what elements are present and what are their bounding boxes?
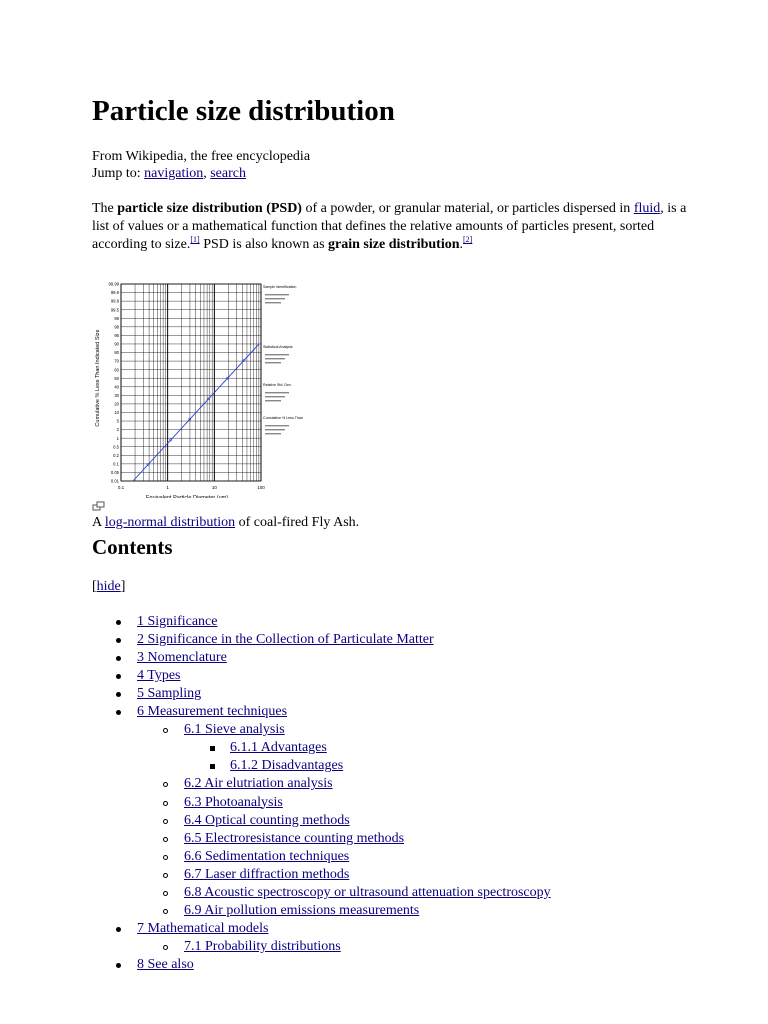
y-tick-label: 0.05 [110,470,119,476]
side-panel-text-line [265,433,281,434]
y-tick-label: 2 [116,427,119,433]
side-panel-text-line [265,294,289,295]
jump-comma: , [203,166,207,181]
toc-bullet [116,692,121,697]
toc-bullet [116,656,121,661]
intro-text: PSD is also known as [199,237,329,252]
toc-bullet [163,837,168,842]
toc-item-link[interactable]: 6.4 Optical counting methods [184,812,350,828]
y-tick-label: 90 [114,341,119,347]
page-title: Particle size distribution [92,95,395,127]
toc-bullet [163,945,168,950]
caption-text: A [92,515,105,530]
toc-item-link[interactable]: 6.8 Acoustic spectroscopy or ultrasound attenuation spectroscopy [184,884,551,900]
y-tick-label: 80 [114,350,119,356]
lognormal-figure[interactable] [92,278,312,498]
plot-frame [121,284,261,481]
y-tick-label: 99.8 [110,298,119,304]
toc-bullet [116,927,121,932]
side-panel-text-line [265,362,281,363]
toc-item-link[interactable]: 6.7 Laser diffraction methods [184,866,350,882]
y-tick-label: 99.9 [110,290,119,296]
reference-2-link[interactable]: [2] [463,235,473,244]
toc-hide-link[interactable]: hide [96,579,121,594]
y-axis-label: Cumulative % Less Than Indicated Size [95,329,101,427]
y-tick-label: 99 [114,315,119,321]
y-tick-label: 5 [116,418,119,424]
toc-bullet [163,819,168,824]
x-tick-label: 10 [211,485,217,490]
toc-item-link[interactable]: 2 Significance in the Collection of Particulate Matter [137,632,434,648]
x-axis-label: Equivalent Particle Diameter (um) [145,495,229,498]
toc-item-link[interactable]: 6.1.1 Advantages [230,740,327,756]
toc-toggle [92,578,125,596]
toggle-bracket: [ [92,579,97,594]
jump-navigation-link[interactable]: navigation [144,166,204,181]
y-tick-label: 60 [114,367,119,373]
toc-bullet [116,638,121,643]
toc-item-link[interactable]: 7.1 Probability distributions [184,938,341,954]
toc-bullet [116,620,121,625]
fluid-link[interactable]: fluid [633,201,661,216]
jump-to-label: Jump to: [92,166,141,181]
tagline: From Wikipedia, the free encyclopedia [92,149,311,164]
y-tick-label: 99.5 [110,307,119,313]
toc-item-link[interactable]: 6.1 Sieve analysis [184,722,285,738]
side-panel-label: Relative Std. Dev. [263,383,292,387]
toc-item-link[interactable]: 1 Significance [137,614,218,629]
side-panel-text-line [265,400,281,401]
y-tick-label: 20 [114,401,119,407]
x-tick-label: 100 [257,485,265,490]
toc-item-link[interactable]: 4 Types [137,668,181,684]
toc-bullet [163,782,168,787]
toc-bullet [163,873,168,878]
toc-bullet [116,710,121,715]
y-tick-label: 30 [114,392,119,398]
reference-1-link[interactable]: [1] [190,235,200,244]
toc-item-link[interactable]: 8 See also [137,956,194,972]
y-tick-label: 0.01 [110,478,119,484]
toc-item-link[interactable]: 6 Measurement techniques [137,704,288,720]
side-panel-label: Cumulative % Less Than [263,416,303,420]
y-tick-label: 98 [114,324,119,330]
toc-bullet [163,909,168,914]
toc-bullet [210,764,215,769]
toc-item-link[interactable]: 6.3 Photoanalysis [184,794,283,810]
toc-bullet [163,855,168,860]
intro-bold-psd: particle size distribution (PSD) [117,201,302,216]
lognormal-chart [92,278,312,498]
toc-item-link[interactable]: 6.6 Sedimentation techniques [184,848,350,864]
side-panel-text-line [265,429,285,430]
contents-heading: Contents [92,535,173,559]
toc-item-link[interactable]: 6.1.2 Disadvantages [230,758,344,774]
x-tick-label: 0.1 [117,485,125,490]
y-tick-label: 0.2 [113,452,119,458]
intro-text: of a powder, or granular material, or particles dispersed in [301,201,634,216]
toc-item-link[interactable]: 3 Nomenclature [137,650,227,666]
y-tick-label: 95 [114,332,119,338]
intro-text: The [92,201,118,216]
intro-bold-grain: grain size distribution [328,237,460,252]
figure-caption [92,514,359,532]
y-tick-label: 99.99 [108,281,119,287]
toggle-bracket: ] [120,579,126,594]
side-panel-text-line [265,354,289,355]
side-panel-text-line [265,302,281,303]
toc-bullet [116,674,121,679]
y-tick-label: 40 [114,384,119,390]
side-panel-text-line [265,392,289,393]
toc-item-link[interactable]: 6.5 Electroresistance counting methods [184,830,405,846]
toc-bullet [163,801,168,806]
toc-item-link[interactable]: 6.2 Air elutriation analysis [184,776,333,792]
toc-bullet [163,891,168,896]
toc-item-link[interactable]: 7 Mathematical models [137,920,269,936]
side-panel-text-line [265,396,285,397]
y-tick-label: 70 [114,358,119,364]
intro-text: , is a list of values or a mathematical function that defines the relative amounts of particles present, sorted according to size. [92,201,687,252]
enlarge-icon[interactable] [92,501,106,513]
jump-search-link[interactable]: search [210,166,246,181]
y-tick-label: 0.5 [113,444,119,450]
lognormal-link[interactable]: log-normal distribution [104,515,236,530]
side-panel-text-line [265,298,285,299]
toc-bullet [163,728,168,733]
y-tick-label: 10 [114,410,119,416]
side-panel-text-line [265,358,285,359]
y-tick-label: 1 [116,435,119,441]
caption-text: of coal-fired Fly Ash. [235,515,360,530]
side-panel-label: Statistical Analysis [263,345,293,349]
jump-links [92,165,246,183]
x-tick-label: 1 [166,485,169,490]
y-tick-label: 50 [114,375,119,381]
y-tick-label: 0.1 [113,461,119,467]
side-panel-text-line [265,425,289,426]
intro-paragraph [92,200,692,254]
toc-bullet [210,746,215,751]
toc-bullet [116,963,121,968]
intro-text: . [459,237,464,252]
side-panel-label: Sample Identification [263,285,297,289]
toc-item-link[interactable]: 6.9 Air pollution emissions measurements [184,902,420,918]
toc-item-link[interactable]: 5 Sampling [137,686,202,702]
